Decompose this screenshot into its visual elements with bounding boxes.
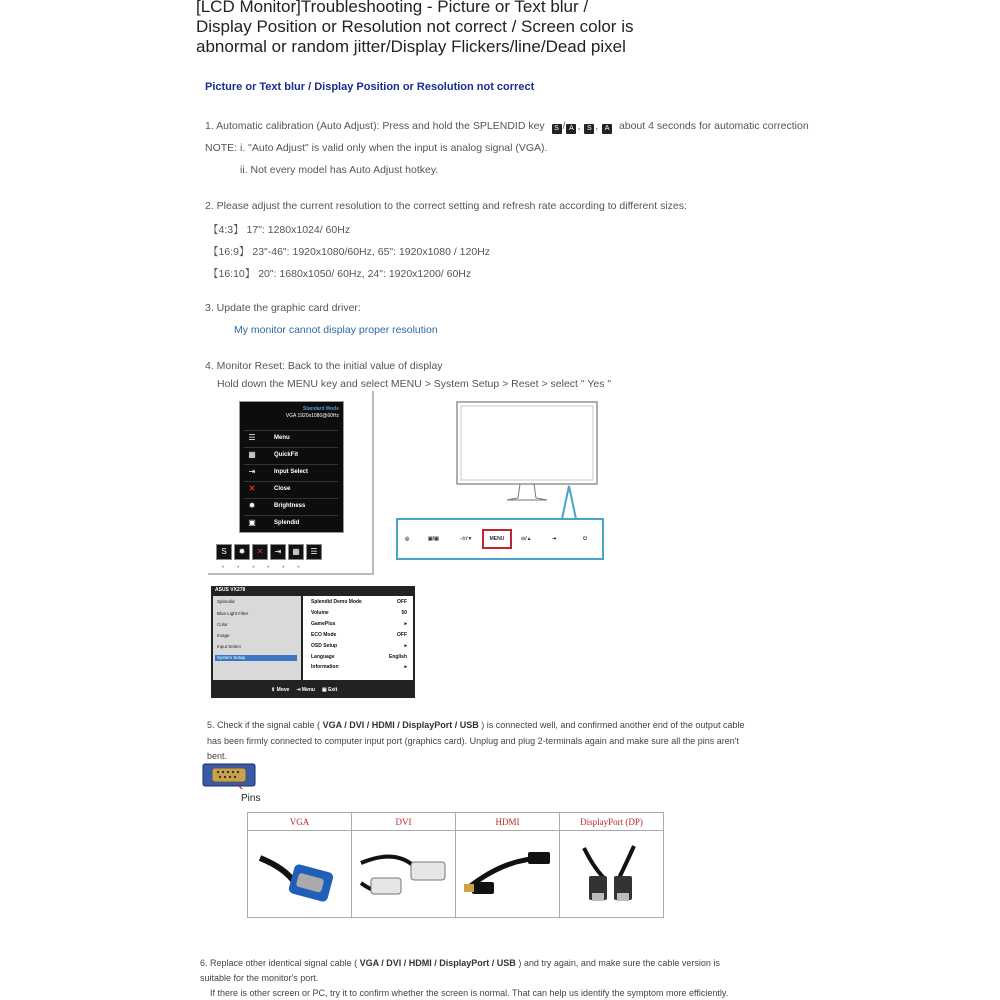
monitor-button-row xyxy=(400,533,600,547)
step3-text: 3. Update the graphic card driver: xyxy=(205,302,361,314)
menu-icon: ☰ xyxy=(306,544,322,560)
auto-key-icon: A xyxy=(602,124,612,134)
osd-left-menu xyxy=(213,596,301,680)
close-icon: ✕ xyxy=(248,484,256,493)
key-separator: , xyxy=(595,120,599,132)
monitor-button-2: -☆/▼ xyxy=(460,536,473,542)
step6-line2: suitable for the monitor's port. xyxy=(200,973,319,983)
table-header-vga: VGA xyxy=(248,813,352,831)
step6-line3: If there is other screen or PC, try it to confirm whether the screen is normal. That can help us identify the symptom more efficiently. xyxy=(210,988,729,998)
osd-left-item: Color xyxy=(217,622,228,627)
osd-item-menu: ☰ Menu xyxy=(244,430,338,445)
step1-text: 1. Automatic calibration (Auto Adjust): Press and hold the SPLENDID key xyxy=(205,120,545,132)
monitor-button-0: ◎ xyxy=(405,536,410,542)
brightness-icon: ✹ xyxy=(248,501,256,510)
resolution-4-3: 【4:3】 17": 1280x1024/ 60Hz xyxy=(208,224,351,236)
osd-item-quickfit: ▦ QuickFit xyxy=(244,447,338,462)
vga-connector-icon xyxy=(202,763,256,789)
osd-footer: ⇕ Move ⇥ Menu ▣ Exit xyxy=(271,687,338,693)
input-icon: ⇥ xyxy=(270,544,286,560)
osd-item-brightness: ✹ Brightness xyxy=(244,498,338,513)
table-header-displayport: DisplayPort (DP) xyxy=(560,813,664,831)
page-title: [LCD Monitor]Troubleshooting - Picture or Text blur / Display Position or Resolution not correct / Screen color is abnormal or random jitter/Display Flickers/line/Dead pixel xyxy=(196,0,634,56)
grid-icon: ▦ xyxy=(248,450,256,459)
cable-types: VGA / DVI / HDMI / DisplayPort / USB xyxy=(359,958,516,968)
resolution-16-10: 【16:10】 20": 1680x1050/ 60Hz, 24": 1920x1200/ 60Hz xyxy=(208,268,472,280)
step6-line1: 6. Replace other identical signal cable ( VGA / DVI / HDMI / DisplayPort / USB ) and try again, and make sure the cable version is xyxy=(200,958,720,968)
hdmi-cable-image xyxy=(456,831,560,918)
chevron-right-icon: ▸ xyxy=(404,643,407,649)
osd-left-item-selected: System Setup xyxy=(215,655,297,661)
menu-button: MENU xyxy=(482,529,512,549)
monitor-button-1: ▣/▣ xyxy=(428,536,439,542)
splendid-icon: ▣ xyxy=(248,518,256,527)
dvi-cable-icon xyxy=(356,838,451,908)
resolution-help-link[interactable]: My monitor cannot display proper resolution xyxy=(234,324,438,336)
osd-mode: Standard Mode xyxy=(302,406,339,412)
osd-left-item: Input Select xyxy=(217,644,241,649)
exit-icon: ▣ xyxy=(321,687,327,693)
splendid-icon: S xyxy=(216,544,232,560)
brightness-icon: ✹ xyxy=(234,544,250,560)
pins-label: Pins xyxy=(241,793,261,804)
osd-quick-menu xyxy=(239,401,344,533)
osd-item-close: ✕ Close xyxy=(244,481,338,496)
osd-left-item: Image xyxy=(217,633,230,638)
section-subtitle: Picture or Text blur / Display Position or Resolution not correct xyxy=(205,81,535,93)
move-icon: ⇕ xyxy=(271,687,276,693)
step4-text: 4. Monitor Reset: Back to the initial value of display xyxy=(205,360,443,372)
chevron-right-icon: ▸ xyxy=(404,673,407,679)
step2-text: 2. Please adjust the current resolution to the correct setting and refresh rate according to different sizes: xyxy=(205,200,687,212)
table-header-hdmi: HDMI xyxy=(456,813,560,831)
hdmi-cable-icon xyxy=(460,838,555,908)
vga-cable-icon xyxy=(255,838,345,908)
input-icon: ⇥ xyxy=(248,467,256,476)
close-icon: ✕ xyxy=(252,544,268,560)
hotkey-dots: •••••• xyxy=(222,565,313,571)
osd-item-splendid: ▣ Splendid xyxy=(244,515,338,530)
splendid-key-icon: S xyxy=(552,124,562,134)
chevron-right-icon: ▸ xyxy=(404,664,407,670)
splendid-key-icon: S xyxy=(584,124,594,134)
list-icon: ☰ xyxy=(248,433,256,442)
displayport-cable-icon xyxy=(564,838,659,908)
monitor-button-5: ⇥ xyxy=(552,536,557,542)
key-separator: / xyxy=(562,120,566,132)
menu-enter-icon: ⇥ xyxy=(296,687,301,693)
step1-line xyxy=(205,120,809,134)
osd-left-item: Blue Light Filter xyxy=(217,611,249,616)
cable-types: VGA / DVI / HDMI / DisplayPort / USB xyxy=(322,720,479,730)
step5-line3: bent. xyxy=(207,751,228,761)
auto-key-icon: A xyxy=(566,124,576,134)
note-1: NOTE: i. "Auto Adjust" is valid only when the input is analog signal (VGA). xyxy=(205,142,548,154)
osd-right-menu: Splendid Demo Mode OFF Volume 50 GamePlus ▸ ECO Mode OFF OSD Setup ▸ Language English Information ▸ All Reset ▸ xyxy=(303,596,413,680)
grid-icon: ▦ xyxy=(288,544,304,560)
step4-detail: Hold down the MENU key and select MENU > System Setup > Reset > select " Yes " xyxy=(217,378,612,390)
power-icon: ⏻ xyxy=(583,536,587,542)
resolution-16-9: 【16:9】 23"-46": 1920x1080/60Hz, 65": 1920x1080 / 120Hz xyxy=(208,246,491,258)
vga-cable-image xyxy=(248,831,352,918)
key-separator: , xyxy=(577,120,581,132)
dvi-cable-image xyxy=(352,831,456,918)
osd-item-input-select: ⇥ Input Select xyxy=(244,464,338,479)
step5-line1: 5. Check if the signal cable ( VGA / DVI / HDMI / DisplayPort / USB ) is connected well, and confirmed another end of the output cable xyxy=(207,720,745,730)
osd-brand: ASUS VX278 xyxy=(215,587,246,593)
osd-left-item: Splendid xyxy=(217,599,235,604)
cable-type-table xyxy=(247,812,664,918)
displayport-cable-image xyxy=(560,831,664,918)
monitor-button-4: ⊙/▲ xyxy=(521,536,532,542)
chevron-right-icon: ▸ xyxy=(404,621,407,627)
table-header-dvi: DVI xyxy=(352,813,456,831)
osd-header xyxy=(286,406,339,420)
note-2: ii. Not every model has Auto Adjust hotkey. xyxy=(240,164,439,176)
osd-signal: VGA 1920x1080@60Hz xyxy=(285,413,339,419)
system-setup-screenshot xyxy=(211,586,415,698)
monitor-hotkey-bar xyxy=(216,541,324,557)
step5-line2: has been firmly connected to computer input port (graphics card). Unplug and plug 2-terminals again and make sure all the pins aren't xyxy=(207,736,740,746)
step1-suffix: about 4 seconds for automatic correction xyxy=(618,120,809,132)
